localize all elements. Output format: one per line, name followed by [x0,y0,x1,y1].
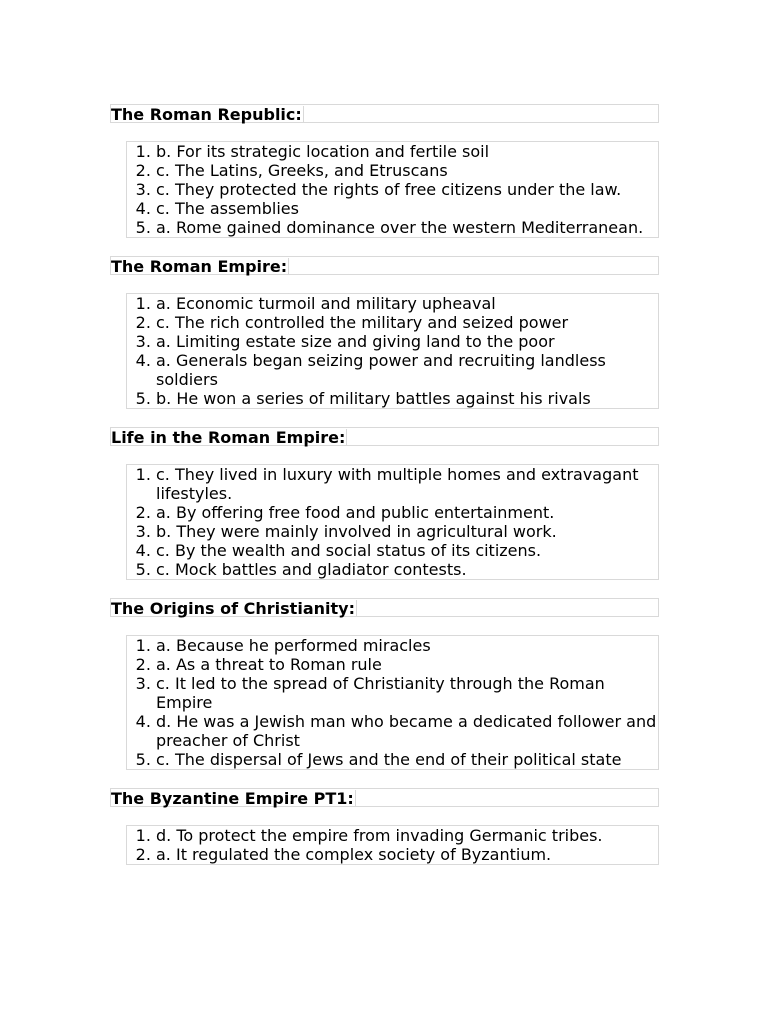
answer-list [127,142,658,237]
answer-item: 2. a. By offering free food and public entertainment. [156,503,658,522]
section-roman-republic [110,104,659,238]
answer-item: 1. a. Because he performed miracles [156,636,658,655]
answer-item: 5. a. Rome gained dominance over the western Mediterranean. [156,218,658,237]
answer-list [127,826,658,864]
section-header [110,598,659,617]
section-header [110,427,659,446]
section-title: The Roman Empire: [111,257,288,276]
answer-list-box [126,141,659,238]
answer-item: 5. c. The dispersal of Jews and the end of their political state [156,750,658,769]
answer-item: 4. c. The assemblies [156,199,658,218]
answer-item: 5. b. He won a series of military battles against his rivals [156,389,658,408]
section-title: Life in the Roman Empire: [111,428,346,447]
answer-item: 3. c. It led to the spread of Christianity through the Roman Empire [156,674,658,712]
answer-list [127,465,658,579]
section-title: The Byzantine Empire PT1: [111,789,354,808]
answer-item: 2. a. As a threat to Roman rule [156,655,658,674]
answer-item: 1. a. Economic turmoil and military upheaval [156,294,658,313]
section-header [110,104,659,123]
answer-item: 3. a. Limiting estate size and giving land to the poor [156,332,658,351]
answer-list-box [126,825,659,865]
answer-item: 3. b. They were mainly involved in agricultural work. [156,522,658,541]
answer-item: 2. a. It regulated the complex society of Byzantium. [156,845,658,864]
section-life-in-roman-empire [110,427,659,580]
answer-item: 4. d. He was a Jewish man who became a dedicated follower and preacher of Christ [156,712,658,750]
answer-item: 2. c. The Latins, Greeks, and Etruscans [156,161,658,180]
section-title: The Origins of Christianity: [111,599,355,618]
answer-list-box [126,464,659,580]
section-title: The Roman Republic: [111,105,302,124]
answer-item: 3. c. They protected the rights of free citizens under the law. [156,180,658,199]
answer-item: 5. c. Mock battles and gladiator contests. [156,560,658,579]
answer-item: 4. c. By the wealth and social status of its citizens. [156,541,658,560]
answer-item: 1. c. They lived in luxury with multiple homes and extravagant lifestyles. [156,465,658,503]
answer-list-box [126,635,659,770]
answer-item: 1. d. To protect the empire from invading Germanic tribes. [156,826,658,845]
section-header [110,788,659,807]
section-header [110,256,659,275]
answer-list [127,294,658,408]
answer-list [127,636,658,769]
document-page [110,104,659,883]
answer-item: 4. a. Generals began seizing power and recruiting landless soldiers [156,351,658,389]
answer-item: 2. c. The rich controlled the military and seized power [156,313,658,332]
answer-item: 1. b. For its strategic location and fertile soil [156,142,658,161]
section-byzantine-empire-pt1 [110,788,659,865]
section-origins-of-christianity [110,598,659,770]
section-roman-empire [110,256,659,409]
answer-list-box [126,293,659,409]
